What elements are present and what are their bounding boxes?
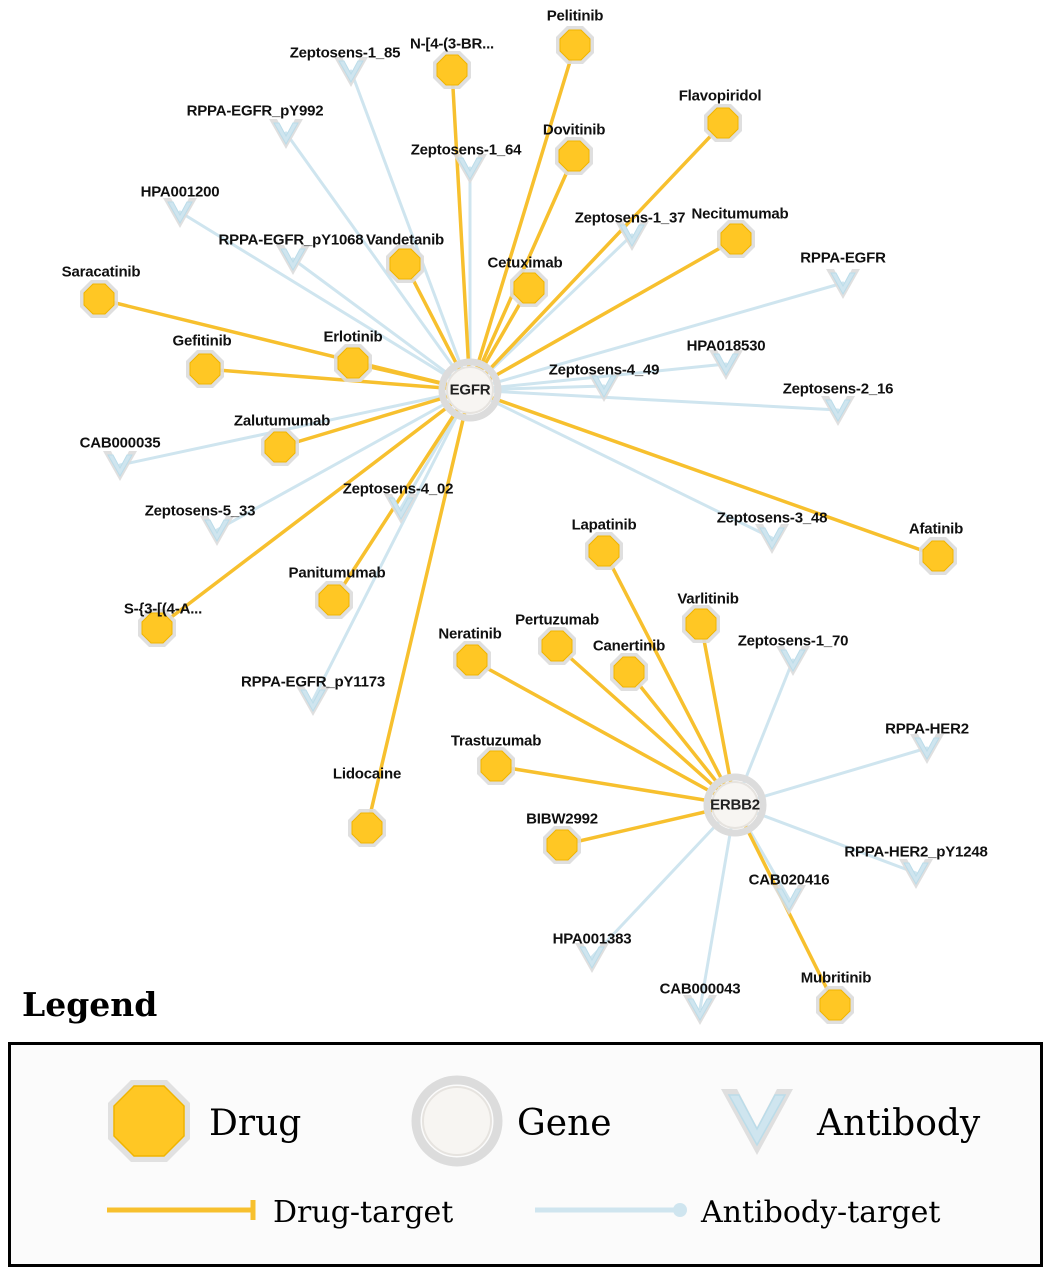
circle-icon — [411, 1075, 503, 1172]
drug-node-label: Varlitinib — [677, 590, 739, 608]
antibody-node-label: Zeptosens-1_64 — [410, 141, 522, 159]
antibody-node-label: RPPA-HER2 — [885, 720, 969, 738]
antibody-node-label: RPPA-HER2_pY1248 — [844, 843, 988, 861]
drug-node[interactable] — [702, 102, 744, 144]
legend-item-drug — [103, 1075, 301, 1172]
legend-label-drug-target: Drug-target — [273, 1195, 454, 1230]
legend — [0, 985, 1059, 1280]
antibody-node-label: Zeptosens-5_33 — [144, 502, 256, 520]
antibody-node-label: HPA001383 — [552, 930, 632, 948]
drug-node[interactable] — [78, 278, 120, 320]
drug-target-edge-icon — [103, 1195, 263, 1230]
drug-node-label: Zalutumumab — [233, 412, 331, 430]
drug-node-label: Lapatinib — [571, 516, 637, 534]
drug-node-label: Flavopiridol — [678, 87, 762, 105]
drug-node[interactable] — [608, 651, 650, 693]
legend-box — [8, 1042, 1043, 1267]
drug-node[interactable] — [431, 49, 473, 91]
drug-node-label: BIBW2992 — [526, 810, 598, 828]
drug-node-label: Afatinib — [908, 520, 964, 538]
antibody-node-label: Zeptosens-3_48 — [716, 509, 828, 527]
drug-target-edge — [452, 70, 470, 390]
antibody-node-label: Zeptosens-2_16 — [782, 380, 894, 398]
drug-node-label: Neratinib — [438, 625, 502, 643]
drug-node[interactable] — [536, 625, 578, 667]
drug-node[interactable] — [541, 824, 583, 866]
drug-node-label: Necitumumab — [691, 205, 789, 223]
drug-node-label: Trastuzumab — [450, 732, 542, 750]
drug-target-edge — [470, 390, 938, 556]
drug-node-label: Panitumumab — [288, 564, 386, 582]
legend-label-antibody: Antibody — [817, 1103, 981, 1144]
antibody-node-label: CAB020416 — [748, 871, 830, 889]
antibody-target-edge — [313, 390, 470, 700]
drug-node-label: Lidocaine — [332, 765, 402, 783]
drug-node[interactable] — [475, 745, 517, 787]
drug-node-label: Vandetanib — [365, 231, 445, 249]
drug-node[interactable] — [259, 426, 301, 468]
antibody-node-label: Zeptosens-1_85 — [289, 44, 401, 62]
legend-item-antibody-target-edge — [531, 1195, 941, 1230]
legend-label-antibody-target: Antibody-target — [701, 1195, 941, 1230]
drug-node[interactable] — [508, 267, 550, 309]
drug-node-label: S-{3-[(4-A... — [123, 600, 203, 618]
drug-node[interactable] — [680, 603, 722, 645]
antibody-node-label: HPA001200 — [140, 183, 220, 201]
chevron-down-icon — [711, 1075, 803, 1172]
antibody-node-label: Zeptosens-4_02 — [342, 480, 454, 498]
legend-item-gene — [411, 1075, 612, 1172]
antibody-target-edge-icon — [531, 1195, 691, 1230]
octagon-icon — [103, 1075, 195, 1172]
antibody-node-label: HPA018530 — [686, 337, 766, 355]
antibody-node-label: RPPA-EGFR_pY1068 — [218, 231, 364, 249]
antibody-node-label: RPPA-EGFR_pY992 — [186, 102, 324, 120]
gene-node-label: ERBB2 — [710, 796, 760, 814]
drug-node[interactable] — [313, 579, 355, 621]
drug-node-label: Canertinib — [592, 637, 666, 655]
drug-node-label: Mubritinib — [800, 969, 872, 987]
drug-node[interactable] — [554, 24, 596, 66]
drug-node-label: Gefitinib — [172, 332, 232, 350]
antibody-node-label: RPPA-EGFR_pY1173 — [240, 673, 386, 691]
legend-item-drug-target-edge — [103, 1195, 453, 1230]
antibody-node-label: CAB000043 — [659, 980, 741, 998]
antibody-node-label: CAB000035 — [79, 434, 161, 452]
drug-node[interactable] — [715, 218, 757, 260]
drug-node-label: Dovitinib — [542, 121, 606, 139]
gene-node-label: EGFR — [449, 381, 491, 399]
drug-node[interactable] — [451, 639, 493, 681]
legend-item-antibody — [711, 1075, 980, 1172]
drug-node[interactable] — [553, 135, 595, 177]
legend-title: Legend — [22, 985, 158, 1024]
drug-node[interactable] — [583, 530, 625, 572]
drug-node[interactable] — [346, 807, 388, 849]
drug-node[interactable] — [917, 535, 959, 577]
antibody-node-label: Zeptosens-1_37 — [574, 209, 686, 227]
antibody-node[interactable] — [823, 263, 863, 303]
antibody-node-label: RPPA-EGFR — [800, 249, 886, 267]
antibody-node-label: Zeptosens-4_49 — [548, 361, 660, 379]
drug-node-label: Saracatinib — [61, 263, 141, 281]
drug-node[interactable] — [332, 342, 374, 384]
legend-label-gene: Gene — [517, 1103, 612, 1144]
drug-node-label: Pertuzumab — [515, 611, 599, 629]
drug-node-label: Erlotinib — [323, 328, 383, 346]
drug-node-label: Pelitinib — [546, 7, 604, 25]
legend-label-drug: Drug — [209, 1103, 302, 1144]
drug-node-label: N-[4-(3-BR... — [409, 35, 495, 53]
drug-node[interactable] — [184, 348, 226, 390]
antibody-node-label: Zeptosens-1_70 — [737, 632, 849, 650]
drug-node-label: Cetuximab — [487, 254, 563, 272]
drug-node[interactable] — [384, 243, 426, 285]
